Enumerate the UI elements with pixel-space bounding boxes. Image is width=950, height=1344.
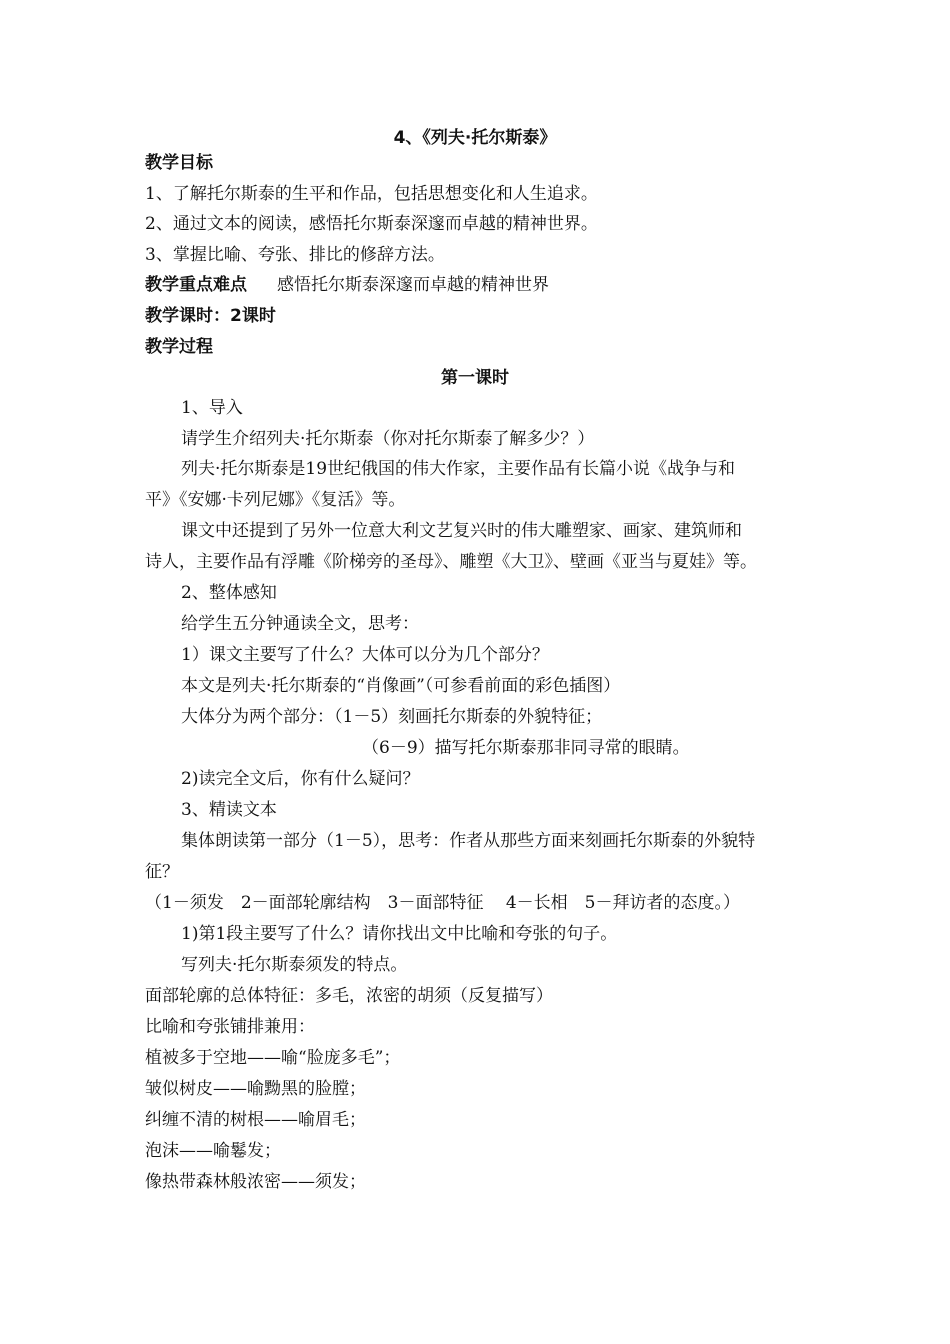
body-line: 本文是列夫·托尔斯泰的“肖像画”（可参看前面的彩色插图） — [181, 676, 621, 696]
lesson-title: 第一课时 — [441, 368, 509, 388]
document-title: 4、《列夫·托尔斯泰》 — [393, 128, 557, 148]
body-line: 泡沫——喻鬈发； — [145, 1141, 281, 1161]
body-line: 诗人，主要作品有浮雕《阶梯旁的圣母》、雕塑《大卫》、壁画《亚当与夏娃》等。 — [145, 552, 757, 572]
body-line: 面部轮廓的总体特征：多毛，浓密的胡须（反复描写） — [145, 986, 553, 1006]
objective-item: 1、了解托尔斯泰的生平和作品，包括思想变化和人生追求。 — [145, 184, 598, 204]
key-points-label: 教学重点难点 — [145, 275, 247, 295]
body-line: 3、精读文本 — [181, 800, 277, 820]
body-line: 写列夫·托尔斯泰须发的特点。 — [181, 955, 408, 975]
body-line: 1、导入 — [181, 398, 243, 418]
body-line: 请学生介绍列夫·托尔斯泰（你对托尔斯泰了解多少？） — [181, 429, 595, 449]
body-line: 课文中还提到了另外一位意大利文艺复兴时的伟大雕塑家、画家、建筑师和 — [181, 521, 742, 541]
body-line: 2、整体感知 — [181, 583, 277, 603]
body-line: （6－9）描写托尔斯泰那非同寻常的眼睛。 — [362, 738, 690, 758]
body-line: 纠缠不清的树根——喻眉毛； — [145, 1110, 366, 1130]
body-line: 征？ — [145, 862, 179, 882]
objective-item: 3、掌握比喻、夸张、排比的修辞方法。 — [145, 245, 445, 265]
class-hours: 教学课时：2课时 — [145, 306, 276, 326]
body-line: 植被多于空地——喻“脸庞多毛”； — [145, 1048, 401, 1068]
body-line: 列夫·托尔斯泰是19世纪俄国的伟大作家，主要作品有长篇小说《战争与和 — [181, 459, 736, 479]
body-line: 集体朗读第一部分（1－5），思考：作者从那些方面来刻画托尔斯泰的外貌特 — [181, 831, 756, 851]
key-points — [145, 274, 549, 296]
body-line: 比喻和夸张铺排兼用： — [145, 1017, 315, 1037]
body-line: （1－须发 2－面部轮廓结构 3－面部特征 4－长相 5－拜访者的态度。） — [145, 893, 740, 913]
body-line: 给学生五分钟通读全文，思考： — [181, 614, 419, 634]
body-line: 1)第1段主要写了什么？请你找出文中比喻和夸张的句子。 — [181, 924, 618, 944]
body-line: 像热带森林般浓密——须发； — [145, 1172, 366, 1192]
objective-item: 2、通过文本的阅读，感悟托尔斯泰深邃而卓越的精神世界。 — [145, 214, 598, 234]
key-points-text: 感悟托尔斯泰深邃而卓越的精神世界 — [277, 275, 549, 295]
process-heading: 教学过程 — [145, 337, 213, 357]
body-line: 大体分为两个部分：（1－5）刻画托尔斯泰的外貌特征； — [181, 707, 603, 727]
body-line: 平》《安娜·卡列尼娜》《复活》等。 — [145, 490, 406, 510]
body-line: 皱似树皮——喻黝黑的脸膛； — [145, 1079, 366, 1099]
body-line: 1）课文主要写了什么？大体可以分为几个部分？ — [181, 645, 549, 665]
objectives-heading: 教学目标 — [145, 153, 213, 173]
body-line: 2)读完全文后，你有什么疑问？ — [181, 769, 420, 789]
